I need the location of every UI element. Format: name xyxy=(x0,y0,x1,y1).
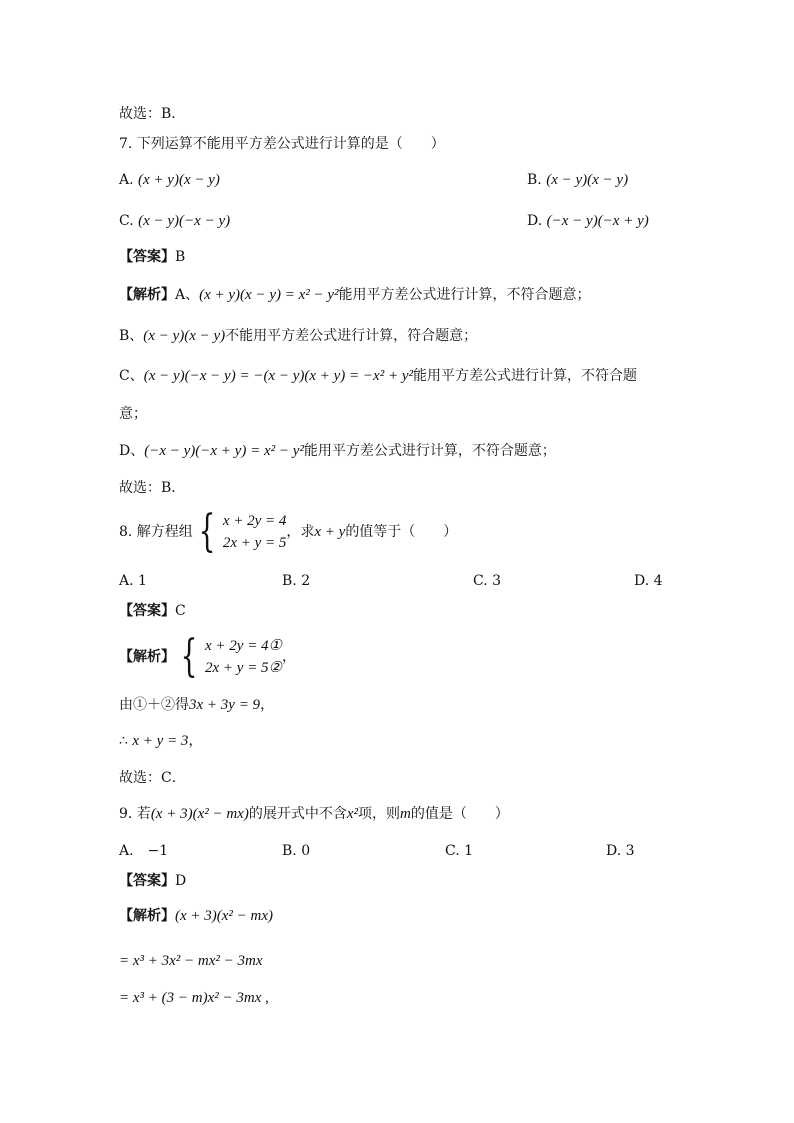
q9-analysis-line1 xyxy=(119,906,273,926)
stem-prefix: 9. 若 xyxy=(119,806,151,822)
analysis-prefix: B、 xyxy=(119,328,144,344)
q9-option-d: D. 3 xyxy=(606,843,635,859)
q7-option-c xyxy=(119,211,230,231)
stem-suffix: 的值等于（ ） xyxy=(345,524,458,540)
equation-1: x + 2y = 4 xyxy=(222,513,287,529)
q8-step2 xyxy=(119,731,202,751)
analysis-text: 能用平方差公式进行计算，不符合题 xyxy=(412,368,637,384)
step-prefix: 由①＋②得 xyxy=(119,697,189,713)
q9-analysis-line3: = x³ + (3 − m)x² − 3mx , xyxy=(119,990,269,1006)
analysis-text: 能用平方差公式进行计算，不符合题意； xyxy=(303,443,556,459)
analysis-expr: (x − y)(−x − y) = −(x − y)(x + y) = −x² + y² xyxy=(143,368,413,384)
analysis-tag: 【解析】 xyxy=(119,908,175,924)
analysis-tag: 【解析】 xyxy=(119,287,175,303)
q9-answer xyxy=(119,871,186,891)
equation-1: x + 2y = 4① xyxy=(205,638,283,654)
stem-suffix: 的值是（ ） xyxy=(410,806,509,822)
q7-stem: 7. 下列运算不能用平方差公式进行计算的是（ ） xyxy=(119,136,445,152)
analysis-expr: (−x − y)(−x + y) = x² − y² xyxy=(144,443,304,459)
q7-analysis-c-cont: 意； xyxy=(119,406,147,422)
q7-analysis-b xyxy=(119,326,477,346)
analysis-text: 能用平方差公式进行计算，不符合题意； xyxy=(338,287,591,303)
brace-icon: { xyxy=(198,506,216,557)
q8-answer xyxy=(119,601,186,621)
option-label: D. xyxy=(527,213,543,229)
step-expr: x + y = 3 xyxy=(132,733,189,749)
q6-conclusion: 故选：B． xyxy=(119,106,186,122)
q8-conclusion: 故选：C． xyxy=(119,770,186,786)
analysis-tag: 【解析】 xyxy=(119,649,175,665)
q8-option-b: B. 2 xyxy=(282,573,311,589)
q8-step1 xyxy=(119,695,274,715)
q9-option-c: C. 1 xyxy=(445,843,474,859)
stem-expr: (x + 3)(x² − mx) xyxy=(150,806,249,822)
option-label: C. xyxy=(119,213,134,229)
answer-tag: 【答案】 xyxy=(119,873,175,889)
stem-term: x² xyxy=(346,806,358,822)
answer-value: C xyxy=(175,603,186,619)
stem-mid2: 项，则 xyxy=(358,806,400,822)
analysis-prefix: D、 xyxy=(119,443,145,459)
analysis-text: 不能用平方差公式进行计算，符合题意； xyxy=(225,328,478,344)
equation-system xyxy=(175,631,283,682)
stem-mid: ，求 xyxy=(286,524,315,540)
option-label: A. xyxy=(119,172,134,188)
stem-var: m xyxy=(400,806,411,822)
q9-option-a: A. −1 xyxy=(119,843,169,859)
q9-option-b: B. 0 xyxy=(282,843,311,859)
analysis-prefix: C、 xyxy=(119,368,144,384)
equation-system xyxy=(193,506,287,557)
stem-mid: 的展开式中不含 xyxy=(248,806,347,822)
stem-target: x + y xyxy=(314,524,346,540)
step-expr: 3x + 3y = 9 xyxy=(189,697,261,713)
q7-analysis-d xyxy=(119,441,556,461)
option-expr: (x + y)(x − y) xyxy=(138,172,220,188)
q9-analysis-line2: = x³ + 3x² − mx² − 3mx xyxy=(119,953,263,969)
stem-prefix: 8. 解方程组 xyxy=(119,524,193,540)
q7-answer xyxy=(119,247,185,267)
option-label: B. xyxy=(527,172,542,188)
option-expr: (−x − y)(−x + y) xyxy=(546,213,649,229)
answer-tag: 【答案】 xyxy=(119,249,175,265)
answer-tag: 【答案】 xyxy=(119,603,175,619)
analysis-prefix: A、 xyxy=(175,287,200,303)
brace-icon: { xyxy=(180,631,198,682)
q7-option-d xyxy=(527,211,649,231)
q7-analysis-c xyxy=(119,366,637,386)
analysis-expr: (x − y)(x − y) xyxy=(143,328,226,344)
equation-2: 2x + y = 5 xyxy=(222,535,287,551)
q9-stem xyxy=(119,804,509,824)
option-expr: (x − y)(x − y) xyxy=(546,172,629,188)
q7-option-a xyxy=(119,170,220,190)
q7-conclusion: 故选：B． xyxy=(119,480,186,496)
analysis-expr: (x + y)(x − y) = x² − y² xyxy=(199,287,339,303)
q7-option-b xyxy=(527,170,628,190)
analysis-expr: (x + 3)(x² − mx) xyxy=(175,908,274,924)
punct: ， xyxy=(188,733,203,749)
q7-analysis-a xyxy=(119,285,591,305)
answer-value: D xyxy=(175,873,187,889)
q8-option-d: D. 4 xyxy=(634,573,663,589)
answer-value: B xyxy=(175,249,186,265)
punct: ， xyxy=(260,697,275,713)
q8-option-a: A. 1 xyxy=(119,573,147,589)
equation-2: 2x + y = 5② xyxy=(205,660,283,676)
punct: ， xyxy=(282,649,297,665)
q8-stem xyxy=(119,508,457,556)
q8-analysis-system xyxy=(119,633,296,681)
option-expr: (x − y)(−x − y) xyxy=(138,213,231,229)
step-prefix: ∴ xyxy=(119,733,128,749)
q8-option-c: C. 3 xyxy=(473,573,502,589)
